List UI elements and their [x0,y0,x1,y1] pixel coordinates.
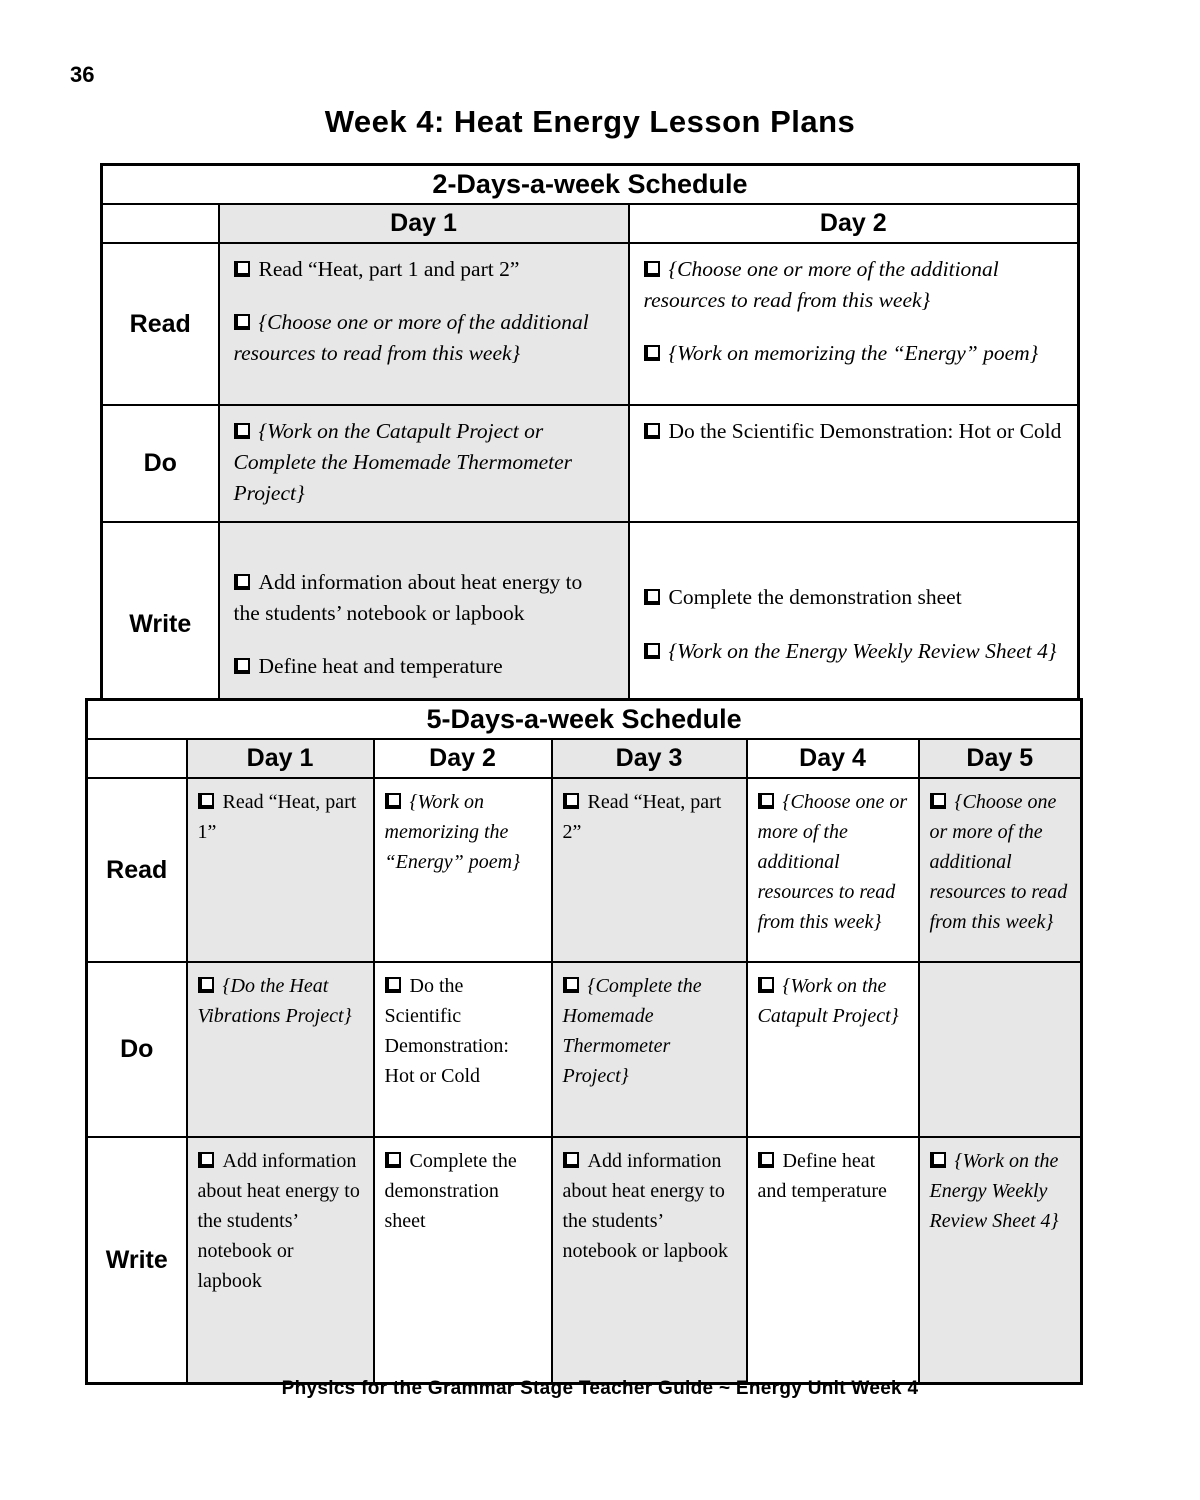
schedule-cell [374,962,552,1137]
task-item [644,636,1064,667]
task-item [198,971,363,1031]
task-item [644,338,1064,369]
task-item [758,787,908,937]
task-item [198,1146,363,1296]
task-item [563,1146,736,1266]
task-item-text: {Choose one or more of the additional resources to read from this week} [233,310,589,366]
schedule-cell [219,405,629,522]
task-item [198,787,363,847]
task-item [930,1146,1071,1236]
schedule-row [87,778,1082,962]
task-item-text: Define heat and temperature [258,654,503,679]
task-item-text: {Work on the Catapult Project or Complete the Homemade Thermometer Project} [233,419,573,506]
schedule-cell [552,1137,747,1384]
schedule-cell [374,1137,552,1384]
task-item [234,651,614,682]
task-item [234,416,614,510]
schedule-cell [374,778,552,962]
checkbox-icon [198,1152,214,1168]
checkbox-icon [644,589,660,605]
task-item-text: {Work on the Energy Weekly Review Sheet 4} [929,1150,1059,1232]
task-item-text: Read “Heat, part 1” [197,791,357,843]
corner-cell [87,739,187,778]
task-item [930,787,1071,937]
checkbox-icon [930,793,946,809]
row-label-read: Read [102,243,219,405]
task-item [563,971,736,1091]
task-item [644,254,1064,316]
schedule-cell [187,962,374,1137]
row-label-do: Do [102,405,219,522]
day-header-row [102,204,1079,243]
day-header-5: Day 5 [919,739,1082,778]
task-item [234,567,614,629]
task-item-text: {Work on memorizing the “Energy” poem} [668,341,1039,366]
checkbox-icon [758,793,774,809]
checkbox-icon [234,314,250,330]
schedule-cell [187,778,374,962]
checkbox-icon [644,345,660,361]
day-header-1: Day 1 [219,204,629,243]
five-day-schedule-body [87,700,1082,1384]
schedule-cell [629,405,1079,522]
task-item-text: {Do the Heat Vibrations Project} [197,975,352,1027]
checkbox-icon [234,574,250,590]
task-item-text: {Work on memorizing the “Energy” poem} [384,791,521,873]
day-header-2: Day 2 [629,204,1079,243]
checkbox-icon [563,1152,579,1168]
checkbox-icon [234,658,250,674]
table-title: 2-Days-a-week Schedule [102,165,1079,205]
checkbox-icon [644,261,660,277]
task-item-text: {Choose one or more of the additional resources to read from this week} [643,257,999,313]
two-day-schedule-table [100,163,1080,729]
day-header-4: Day 4 [747,739,919,778]
task-item-text: Add information about heat energy to the students’ notebook or lapbook [562,1150,729,1262]
schedule-row [87,962,1082,1137]
two-day-schedule-body [102,165,1079,728]
checkbox-icon [758,1152,774,1168]
checkbox-icon [385,793,401,809]
checkbox-icon [234,423,250,439]
day-header-2: Day 2 [374,739,552,778]
checkbox-icon [385,977,401,993]
checkbox-icon [930,1152,946,1168]
schedule-cell [919,778,1082,962]
day-header-row [87,739,1082,778]
task-item [234,307,614,369]
table-title: 5-Days-a-week Schedule [87,700,1082,740]
task-item-text: {Work on the Energy Weekly Review Sheet 4} [668,638,1057,663]
schedule-row [87,1137,1082,1384]
schedule-cell [219,522,629,728]
task-item-text: Add information about heat energy to the students’ notebook or lapbook [233,569,583,625]
task-item [758,971,908,1031]
checkbox-icon [198,977,214,993]
day-header-1: Day 1 [187,739,374,778]
task-item-text: Do the Scientific Demonstration: Hot or Cold [384,975,509,1087]
corner-cell [102,204,219,243]
task-item-text: Complete the demonstration sheet [668,585,962,610]
task-item [385,971,541,1091]
task-item-text: {Choose one or more of the additional resources to read from this week} [757,791,908,933]
task-item [644,416,1064,447]
task-item-text: Read “Heat, part 2” [562,791,722,843]
schedule-cell [629,522,1079,728]
checkbox-icon [198,793,214,809]
page-footer: Physics for the Grammar Stage Teacher Guide ~ Energy Unit Week 4 [281,1378,919,1399]
task-item-text: {Work on the Catapult Project} [757,975,899,1027]
task-item [385,787,541,877]
checkbox-icon [644,643,660,659]
schedule-cell [629,243,1079,405]
page-title: Week 4: Heat Energy Lesson Plans [324,104,856,139]
task-item [644,582,1064,613]
task-item-text: {Choose one or more of the additional resources to read from this week} [929,791,1068,933]
day-header-3: Day 3 [552,739,747,778]
task-item-text: Do the Scientific Demonstration: Hot or Cold [668,419,1062,443]
checkbox-icon [234,261,250,277]
task-item-text: Add information about heat energy to the students’ notebook or lapbook [197,1150,360,1292]
schedule-row [102,522,1079,728]
schedule-cell [747,1137,919,1384]
schedule-cell [219,243,629,405]
checkbox-icon [644,423,660,439]
row-label-write: Write [102,522,219,728]
task-item-text: {Complete the Homemade Thermometer Project} [562,975,702,1087]
table-title-row [87,700,1082,740]
row-label-read: Read [87,778,187,962]
schedule-row [102,405,1079,522]
schedule-cell [552,962,747,1137]
row-label-write: Write [87,1137,187,1384]
checkbox-icon [563,793,579,809]
schedule-cell [187,1137,374,1384]
checkbox-icon [758,977,774,993]
task-item-text: Complete the demonstration sheet [384,1150,517,1232]
task-item [563,787,736,847]
schedule-cell [919,1137,1082,1384]
task-item [234,254,614,285]
task-item-text: Define heat and temperature [757,1150,887,1202]
task-item-text: Read “Heat, part 1 and part 2” [258,257,520,281]
schedule-cell [919,962,1082,1137]
table-title-row [102,165,1079,205]
schedule-cell [552,778,747,962]
task-item [758,1146,908,1206]
schedule-cell [747,962,919,1137]
schedule-cell [747,778,919,962]
checkbox-icon [385,1152,401,1168]
row-label-do: Do [87,962,187,1137]
schedule-row [102,243,1079,405]
task-item [385,1146,541,1236]
checkbox-icon [563,977,579,993]
five-day-schedule-table [85,698,1083,1385]
page-number: 36 [70,62,95,87]
